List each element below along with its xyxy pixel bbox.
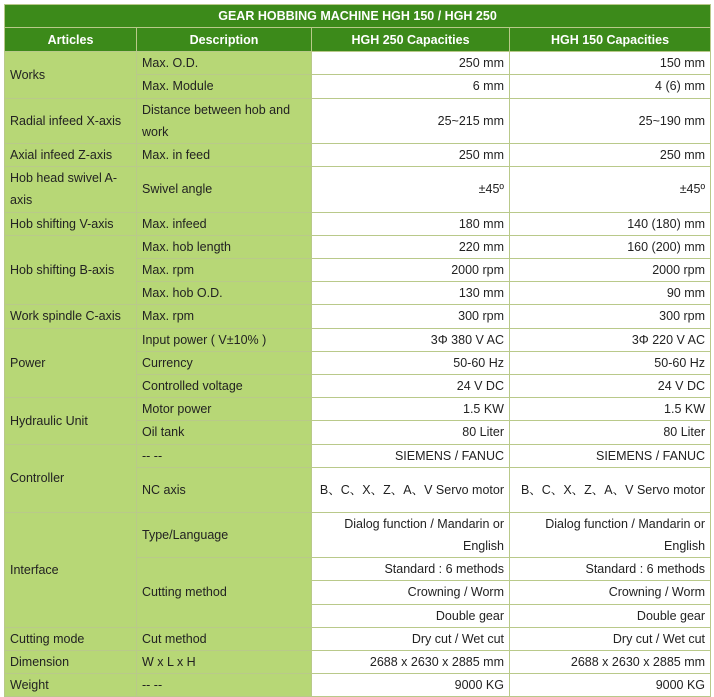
hgh150-cell: ±45º bbox=[510, 167, 711, 212]
hgh150-cell: 160 (200) mm bbox=[510, 235, 711, 258]
hgh150-cell: 25~190 mm bbox=[510, 98, 711, 143]
hgh150-cell: 1.5 KW bbox=[510, 398, 711, 421]
hgh250-cell: Standard : 6 methods bbox=[312, 558, 510, 581]
table-row bbox=[5, 98, 711, 143]
desc-cell: NC axis bbox=[137, 467, 312, 512]
hgh150-cell: 140 (180) mm bbox=[510, 212, 711, 235]
article-hob-head-swivel: Hob head swivel A-axis bbox=[5, 167, 137, 212]
table-row bbox=[5, 328, 711, 351]
desc-cell: Controlled voltage bbox=[137, 375, 312, 398]
hgh250-cell: 2688 x 2630 x 2885 mm bbox=[312, 651, 510, 674]
hgh150-cell: 24 V DC bbox=[510, 375, 711, 398]
desc-cell: Max. rpm bbox=[137, 259, 312, 282]
hgh150-cell: 2000 rpm bbox=[510, 259, 711, 282]
spec-table-container bbox=[4, 4, 711, 697]
table-row bbox=[5, 444, 711, 467]
hgh250-cell: B、C、X、Z、A、V Servo motor bbox=[312, 467, 510, 512]
hgh250-cell: 180 mm bbox=[312, 212, 510, 235]
article-weight: Weight bbox=[5, 674, 137, 697]
hgh150-cell: 150 mm bbox=[510, 52, 711, 75]
spec-table bbox=[4, 4, 711, 697]
hgh150-cell: 2688 x 2630 x 2885 mm bbox=[510, 651, 711, 674]
hgh150-cell: 3Φ 220 V AC bbox=[510, 328, 711, 351]
hgh250-cell: SIEMENS / FANUC bbox=[312, 444, 510, 467]
article-dimension: Dimension bbox=[5, 651, 137, 674]
hgh150-cell: 250 mm bbox=[510, 144, 711, 167]
table-row bbox=[5, 674, 711, 697]
hgh250-cell: 25~215 mm bbox=[312, 98, 510, 143]
table-row bbox=[5, 52, 711, 75]
hgh150-cell: Dry cut / Wet cut bbox=[510, 627, 711, 650]
hgh250-cell: Crowning / Worm bbox=[312, 581, 510, 604]
desc-cell: Max. Module bbox=[137, 75, 312, 98]
hgh150-cell: Double gear bbox=[510, 604, 711, 627]
desc-cell: -- -- bbox=[137, 444, 312, 467]
desc-cell: Max. infeed bbox=[137, 212, 312, 235]
hgh150-cell: 80 Liter bbox=[510, 421, 711, 444]
desc-cell: Swivel angle bbox=[137, 167, 312, 212]
desc-cell: Cutting method bbox=[137, 558, 312, 628]
article-cutting-mode: Cutting mode bbox=[5, 627, 137, 650]
table-row bbox=[5, 627, 711, 650]
hgh150-cell: SIEMENS / FANUC bbox=[510, 444, 711, 467]
desc-cell: Cut method bbox=[137, 627, 312, 650]
desc-cell: -- -- bbox=[137, 674, 312, 697]
header-description: Description bbox=[137, 28, 312, 52]
table-row bbox=[5, 235, 711, 258]
hgh150-cell: Dialog function / Mandarin or English bbox=[510, 512, 711, 557]
hgh150-cell: 90 mm bbox=[510, 282, 711, 305]
article-works: Works bbox=[5, 52, 137, 98]
table-row bbox=[5, 144, 711, 167]
hgh150-cell: B、C、X、Z、A、V Servo motor bbox=[510, 467, 711, 512]
hgh250-cell: 50-60 Hz bbox=[312, 351, 510, 374]
table-row bbox=[5, 398, 711, 421]
desc-cell: Currency bbox=[137, 351, 312, 374]
hgh150-cell: 50-60 Hz bbox=[510, 351, 711, 374]
table-row bbox=[5, 305, 711, 328]
desc-cell: W x L x H bbox=[137, 651, 312, 674]
hgh250-cell: Dry cut / Wet cut bbox=[312, 627, 510, 650]
hgh150-cell: 4 (6) mm bbox=[510, 75, 711, 98]
article-interface: Interface bbox=[5, 512, 137, 627]
desc-cell: Max. hob length bbox=[137, 235, 312, 258]
hgh250-cell: 250 mm bbox=[312, 52, 510, 75]
hgh150-cell: Standard : 6 methods bbox=[510, 558, 711, 581]
desc-cell: Max. in feed bbox=[137, 144, 312, 167]
header-hgh250: HGH 250 Capacities bbox=[312, 28, 510, 52]
hgh250-cell: 3Φ 380 V AC bbox=[312, 328, 510, 351]
desc-cell: Max. O.D. bbox=[137, 52, 312, 75]
hgh250-cell: 9000 KG bbox=[312, 674, 510, 697]
hgh250-cell: 300 rpm bbox=[312, 305, 510, 328]
desc-cell: Distance between hob and work bbox=[137, 98, 312, 143]
desc-cell: Input power ( V±10% ) bbox=[137, 328, 312, 351]
article-axial-infeed: Axial infeed Z-axis bbox=[5, 144, 137, 167]
article-radial-infeed: Radial infeed X-axis bbox=[5, 98, 137, 143]
hgh250-cell: 80 Liter bbox=[312, 421, 510, 444]
article-power: Power bbox=[5, 328, 137, 398]
hgh150-cell: 300 rpm bbox=[510, 305, 711, 328]
hgh250-cell: Double gear bbox=[312, 604, 510, 627]
article-work-spindle: Work spindle C-axis bbox=[5, 305, 137, 328]
header-hgh150: HGH 150 Capacities bbox=[510, 28, 711, 52]
hgh150-cell: 9000 KG bbox=[510, 674, 711, 697]
desc-cell: Max. rpm bbox=[137, 305, 312, 328]
hgh250-cell: 24 V DC bbox=[312, 375, 510, 398]
header-articles: Articles bbox=[5, 28, 137, 52]
hgh250-cell: 1.5 KW bbox=[312, 398, 510, 421]
article-hob-shifting-v: Hob shifting V-axis bbox=[5, 212, 137, 235]
hgh150-cell: Crowning / Worm bbox=[510, 581, 711, 604]
hgh250-cell: 220 mm bbox=[312, 235, 510, 258]
table-row bbox=[5, 167, 711, 212]
article-hydraulic-unit: Hydraulic Unit bbox=[5, 398, 137, 444]
article-hob-shifting-b: Hob shifting B-axis bbox=[5, 235, 137, 305]
hgh250-cell: 6 mm bbox=[312, 75, 510, 98]
table-row bbox=[5, 512, 711, 557]
hgh250-cell: ±45º bbox=[312, 167, 510, 212]
article-controller: Controller bbox=[5, 444, 137, 512]
table-title: GEAR HOBBING MACHINE HGH 150 / HGH 250 bbox=[5, 5, 711, 28]
desc-cell: Type/Language bbox=[137, 512, 312, 557]
desc-cell: Max. hob O.D. bbox=[137, 282, 312, 305]
desc-cell: Motor power bbox=[137, 398, 312, 421]
hgh250-cell: 130 mm bbox=[312, 282, 510, 305]
hgh250-cell: Dialog function / Mandarin or English bbox=[312, 512, 510, 557]
hgh250-cell: 250 mm bbox=[312, 144, 510, 167]
desc-cell: Oil tank bbox=[137, 421, 312, 444]
table-row bbox=[5, 212, 711, 235]
hgh250-cell: 2000 rpm bbox=[312, 259, 510, 282]
table-row bbox=[5, 651, 711, 674]
